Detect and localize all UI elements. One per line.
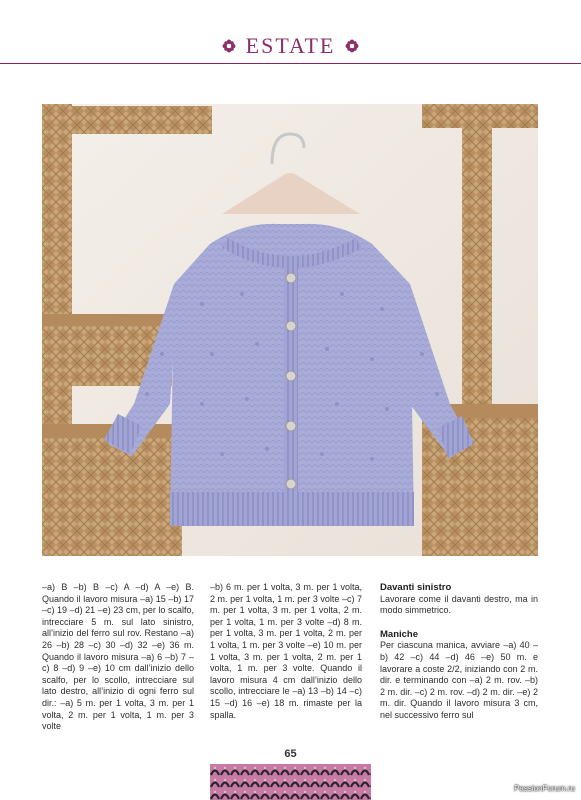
text-column-1: [42, 582, 194, 733]
text-column-3: [380, 582, 538, 722]
text-column-2: [210, 582, 362, 721]
instructions-text: [42, 582, 538, 750]
knit-swatch-image: [210, 764, 371, 800]
section-title: ESTATE: [245, 33, 336, 58]
flower-icon: [222, 39, 236, 53]
subheading-davanti: Davanti sinistro: [380, 582, 452, 593]
subheading-maniche: Maniche: [380, 628, 419, 640]
paragraph: –b) 6 m. per 1 volta, 3 m. per 1 volta, 2 m. per 1 volta, 1 m. per 3 volte –c) 7 m. per 1 volta, 3 m. per 1 volta, 2 m. per 1 volta, 1 m. per 3 volte –d) 8 m. per 1 volta, 3 m. per 1 volta, 2 m. per 1 volta, 1 m. per 3 volte –e) 10 m. per 1 volta, 3 m. per 1 volta, 2 m. per 1 volta, 1 m. per 3 volte. Quando il lavoro misura 4 cm dall’inizio dello scollo, intrecciare le –a) 13 –b) 14 –c) 15 –d) 16 –e) 18 m. rimaste per la spalla.: [210, 582, 362, 720]
flower-icon: [345, 39, 359, 53]
cardigan-photo: [42, 104, 538, 556]
watermark: PassionForum.ru: [514, 784, 575, 793]
header-divider: [0, 63, 581, 64]
paragraph: –a) B –b) B –c) A –d) A –e) B. Quando il lavoro misura –a) 15 –b) 17 –c) 19 –d) 21 –e) 23 cm, per lo scalfo, intrecciare 5 m. sul lato sinistro, all’inizio del ferro sul rov. Restano –a) 26 –b) 28 –c) 30 –d) 32 –e) 36 m. Quando il lavoro misura –a) 6 –b) 7 –c) 8 –d) 9 –e) 10 cm dall’inizio dello scalfo, per lo scollo, intrecciare sul lato destro, all’inizio di ogni ferro sul dir.: –a) 5 m. per 1 volta, 3 m. per 1 volta, 2 m. per 1 volta, 1 m. per 3 volte: [42, 582, 194, 732]
paragraph: Lavorare come il davanti destro, ma in modo simmetrico.: [380, 593, 538, 616]
page-number: 65: [284, 748, 297, 760]
page-header: [0, 28, 581, 64]
paragraph: Per ciascuna manica, avviare –a) 40 –b) 42 –c) 44 –d) 46 –e) 50 m. e lavorare a coste 2/2, iniziando con 2 m. dir. e terminando con –a) 2 m. rov. –b) 2 m. dir. –c) 2 m. rov. –d) 2 m. dir. –e) 2 m. dir. Quando il lavoro misura 3 cm, nel successivo ferro sul: [380, 640, 538, 720]
